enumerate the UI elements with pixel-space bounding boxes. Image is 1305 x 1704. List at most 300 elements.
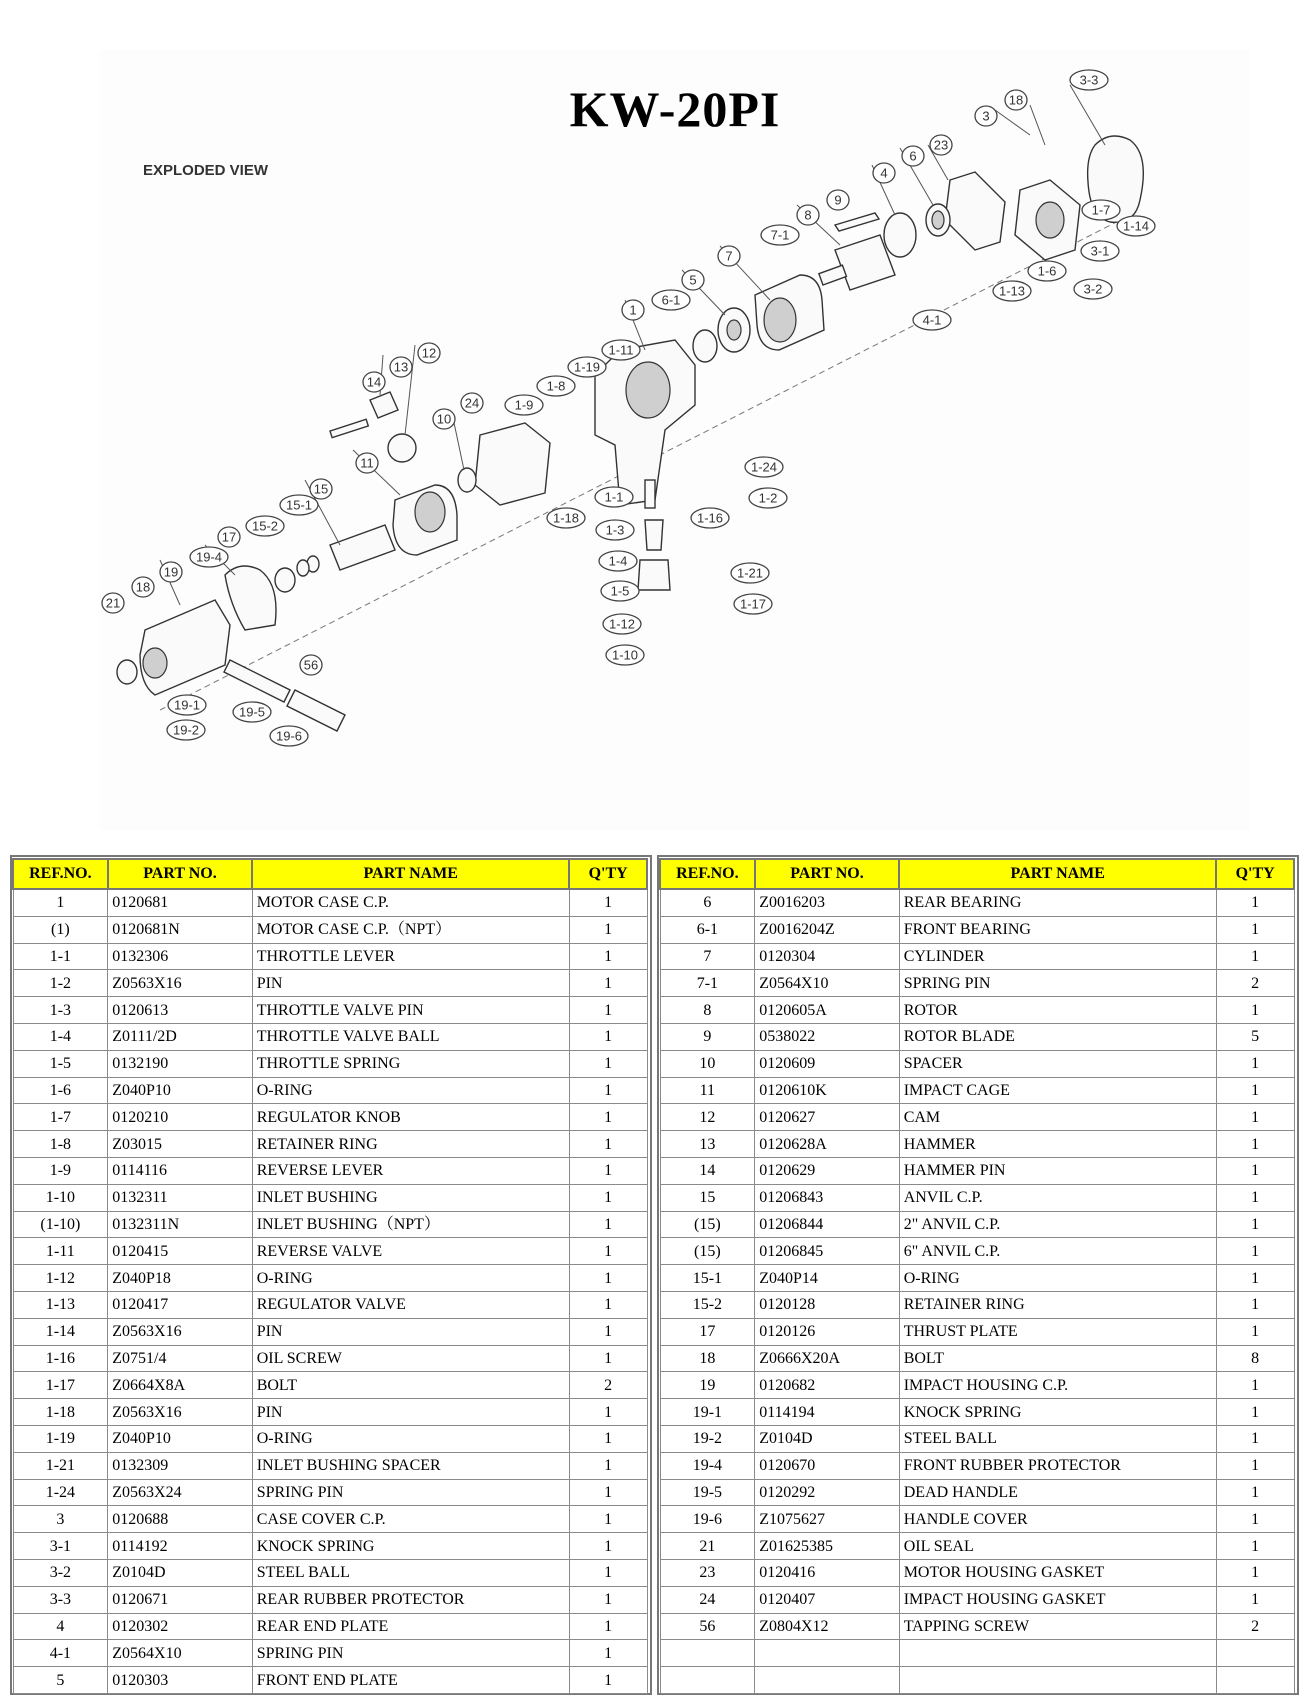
part-no-cell: Z040P10 bbox=[108, 1425, 252, 1452]
part-no-cell: Z03015 bbox=[108, 1131, 252, 1158]
table-row bbox=[13, 970, 647, 997]
part-name-cell: FRONT BEARING bbox=[899, 916, 1216, 943]
callout-1-3 bbox=[596, 520, 634, 540]
part-name-cell: SPACER bbox=[899, 1050, 1216, 1077]
qty-cell: 1 bbox=[1216, 916, 1294, 943]
callout-3-2 bbox=[1074, 279, 1112, 299]
part-name-cell: ANVIL C.P. bbox=[899, 1184, 1216, 1211]
svg-text:24: 24 bbox=[464, 395, 480, 411]
part-name-cell: THRUST PLATE bbox=[899, 1318, 1216, 1345]
callout-1-17 bbox=[734, 594, 772, 614]
part-name-cell: INLET BUSHING（NPT） bbox=[252, 1211, 569, 1238]
part-no-cell: Z0111/2D bbox=[108, 1023, 252, 1050]
callout-15-1 bbox=[280, 495, 318, 515]
qty-cell: 1 bbox=[1216, 1265, 1294, 1292]
ref-no-cell: 3-1 bbox=[13, 1533, 108, 1560]
part-no-cell: 0114116 bbox=[108, 1157, 252, 1184]
table-row bbox=[13, 1184, 647, 1211]
callout-labels bbox=[100, 50, 1250, 830]
part-no-cell: 0132190 bbox=[108, 1050, 252, 1077]
svg-text:3-3: 3-3 bbox=[1079, 72, 1099, 88]
svg-text:56: 56 bbox=[303, 657, 319, 673]
parts-table-left bbox=[12, 858, 648, 1694]
part-no-cell bbox=[755, 1640, 899, 1667]
callout-56 bbox=[300, 655, 322, 675]
qty-cell: 1 bbox=[1216, 1077, 1294, 1104]
qty-cell: 1 bbox=[1216, 1184, 1294, 1211]
part-no-cell: Z1075627 bbox=[755, 1506, 899, 1533]
qty-cell: 1 bbox=[1216, 1452, 1294, 1479]
table-row bbox=[13, 1425, 647, 1452]
ref-no-cell: 6 bbox=[660, 889, 755, 916]
part-no-cell: Z040P14 bbox=[755, 1265, 899, 1292]
table-row bbox=[13, 1077, 647, 1104]
callout-24 bbox=[461, 393, 483, 413]
callout-5 bbox=[682, 270, 704, 290]
part-no-cell: 0132311 bbox=[108, 1184, 252, 1211]
table-header-row bbox=[13, 859, 647, 889]
ref-no-cell: 5 bbox=[13, 1667, 108, 1694]
table-row bbox=[660, 1452, 1294, 1479]
part-name-cell: PIN bbox=[252, 1318, 569, 1345]
callout-1-12 bbox=[603, 614, 641, 634]
qty-cell: 1 bbox=[569, 1506, 647, 1533]
ref-no-cell: 15-2 bbox=[660, 1291, 755, 1318]
table-row bbox=[13, 997, 647, 1024]
callout-3-3 bbox=[1070, 70, 1108, 90]
part-no-cell: 0114194 bbox=[755, 1399, 899, 1426]
part-no-cell: Z0563X16 bbox=[108, 970, 252, 997]
table-row bbox=[13, 1023, 647, 1050]
svg-text:1-9: 1-9 bbox=[514, 397, 534, 413]
part-no-cell: Z0104D bbox=[108, 1559, 252, 1586]
part-name-cell: PIN bbox=[252, 1399, 569, 1426]
table-row bbox=[13, 1291, 647, 1318]
part-name-cell: REAR END PLATE bbox=[252, 1613, 569, 1640]
part-name-cell: CAM bbox=[899, 1104, 1216, 1131]
qty-cell: 1 bbox=[1216, 1425, 1294, 1452]
part-name-cell: CYLINDER bbox=[899, 943, 1216, 970]
part-name-cell: SPRING PIN bbox=[899, 970, 1216, 997]
table-row bbox=[660, 1640, 1294, 1667]
callout-1-9 bbox=[505, 395, 543, 415]
table-row bbox=[660, 1131, 1294, 1158]
table-row bbox=[13, 1667, 647, 1694]
table-row bbox=[660, 1425, 1294, 1452]
table-row bbox=[13, 1050, 647, 1077]
part-no-cell: 01206843 bbox=[755, 1184, 899, 1211]
exploded-view-diagram bbox=[100, 50, 1250, 830]
svg-text:1-3: 1-3 bbox=[605, 522, 625, 538]
qty-cell: 2 bbox=[1216, 970, 1294, 997]
ref-no-cell: 19-1 bbox=[660, 1399, 755, 1426]
part-name-cell: HAMMER bbox=[899, 1131, 1216, 1158]
callout-4-1 bbox=[913, 310, 951, 330]
table-row bbox=[13, 1131, 647, 1158]
table-row bbox=[660, 1023, 1294, 1050]
svg-text:1-17: 1-17 bbox=[739, 596, 767, 612]
svg-text:8: 8 bbox=[804, 207, 812, 223]
table-row bbox=[13, 943, 647, 970]
table-row bbox=[13, 1613, 647, 1640]
callout-14 bbox=[363, 372, 385, 392]
ref-no-cell: 1-6 bbox=[13, 1077, 108, 1104]
callout-1-11 bbox=[602, 340, 640, 360]
ref-no-cell: 1-18 bbox=[13, 1399, 108, 1426]
part-no-cell: 0120416 bbox=[755, 1559, 899, 1586]
callout-1-6 bbox=[1028, 261, 1066, 281]
part-name-cell: THROTTLE VALVE PIN bbox=[252, 997, 569, 1024]
part-name-cell: ROTOR BLADE bbox=[899, 1023, 1216, 1050]
part-name-cell: O-RING bbox=[899, 1265, 1216, 1292]
ref-no-cell: 1-14 bbox=[13, 1318, 108, 1345]
qty-cell: 1 bbox=[569, 1023, 647, 1050]
part-no-cell: 0120613 bbox=[108, 997, 252, 1024]
callout-1-10 bbox=[606, 645, 644, 665]
ref-no-cell: 1-9 bbox=[13, 1157, 108, 1184]
qty-cell: 1 bbox=[1216, 1104, 1294, 1131]
ref-no-cell: 15-1 bbox=[660, 1265, 755, 1292]
part-no-cell: Z0016203 bbox=[755, 889, 899, 916]
ref-no-cell: 17 bbox=[660, 1318, 755, 1345]
table-row bbox=[660, 1667, 1294, 1694]
qty-cell: 1 bbox=[569, 943, 647, 970]
qty-cell: 1 bbox=[569, 997, 647, 1024]
table-row bbox=[13, 1238, 647, 1265]
ref-no-cell: 12 bbox=[660, 1104, 755, 1131]
table-row bbox=[660, 1238, 1294, 1265]
qty-cell: 1 bbox=[569, 970, 647, 997]
part-name-cell: REAR RUBBER PROTECTOR bbox=[252, 1586, 569, 1613]
svg-text:6-1: 6-1 bbox=[661, 292, 681, 308]
qty-cell: 1 bbox=[569, 1104, 647, 1131]
callout-19-4 bbox=[190, 547, 228, 567]
svg-text:23: 23 bbox=[933, 137, 949, 153]
svg-text:12: 12 bbox=[421, 345, 437, 361]
svg-text:18: 18 bbox=[135, 579, 151, 595]
qty-cell: 1 bbox=[1216, 943, 1294, 970]
part-name-cell: THROTTLE VALVE BALL bbox=[252, 1023, 569, 1050]
part-no-cell: 0120407 bbox=[755, 1586, 899, 1613]
ref-no-cell: 15 bbox=[660, 1184, 755, 1211]
qty-cell bbox=[1216, 1640, 1294, 1667]
table-row bbox=[13, 1345, 647, 1372]
ref-no-cell: 1-19 bbox=[13, 1425, 108, 1452]
ref-no-cell: 1-7 bbox=[13, 1104, 108, 1131]
ref-no-cell: 19 bbox=[660, 1372, 755, 1399]
callout-3 bbox=[975, 106, 997, 126]
callout-4 bbox=[873, 163, 895, 183]
part-no-cell: 0132306 bbox=[108, 943, 252, 970]
part-no-cell: Z0563X16 bbox=[108, 1318, 252, 1345]
qty-cell: 1 bbox=[1216, 1559, 1294, 1586]
callout-21 bbox=[102, 593, 124, 613]
svg-text:1-21: 1-21 bbox=[736, 565, 764, 581]
ref-no-cell: 1-11 bbox=[13, 1238, 108, 1265]
ref-no-cell: 18 bbox=[660, 1345, 755, 1372]
svg-text:1-7: 1-7 bbox=[1091, 202, 1111, 218]
ref-no-cell: 4 bbox=[13, 1613, 108, 1640]
part-no-cell: 0120628A bbox=[755, 1131, 899, 1158]
qty-cell: 1 bbox=[1216, 1586, 1294, 1613]
part-no-cell: Z0751/4 bbox=[108, 1345, 252, 1372]
ref-no-cell: 3 bbox=[13, 1506, 108, 1533]
part-name-cell: DEAD HANDLE bbox=[899, 1479, 1216, 1506]
callout-15-2 bbox=[246, 516, 284, 536]
part-no-cell: 0120210 bbox=[108, 1104, 252, 1131]
callout-8 bbox=[797, 205, 819, 225]
svg-text:15-2: 15-2 bbox=[251, 518, 279, 534]
qty-cell: 1 bbox=[569, 1184, 647, 1211]
svg-text:1-13: 1-13 bbox=[998, 283, 1026, 299]
part-no-cell: Z01625385 bbox=[755, 1533, 899, 1560]
svg-text:3: 3 bbox=[982, 108, 990, 124]
qty-cell: 2 bbox=[569, 1372, 647, 1399]
ref-no-cell: 3-2 bbox=[13, 1559, 108, 1586]
table-row bbox=[13, 1211, 647, 1238]
ref-no-cell: 1-12 bbox=[13, 1265, 108, 1292]
part-name-cell: BOLT bbox=[252, 1372, 569, 1399]
svg-text:19-6: 19-6 bbox=[275, 728, 303, 744]
table-row bbox=[660, 970, 1294, 997]
callout-1-14 bbox=[1117, 216, 1155, 236]
part-no-cell: Z0563X24 bbox=[108, 1479, 252, 1506]
ref-no-cell: 1-3 bbox=[13, 997, 108, 1024]
ref-no-cell: 7 bbox=[660, 943, 755, 970]
table-header-row bbox=[660, 859, 1294, 889]
callout-1-7 bbox=[1082, 200, 1120, 220]
part-name-cell: INLET BUSHING SPACER bbox=[252, 1452, 569, 1479]
ref-no-cell: 23 bbox=[660, 1559, 755, 1586]
callout-12 bbox=[418, 343, 440, 363]
callout-3-1 bbox=[1081, 241, 1119, 261]
table-row bbox=[13, 1399, 647, 1426]
ref-no-cell: 19-5 bbox=[660, 1479, 755, 1506]
table-row bbox=[660, 1104, 1294, 1131]
part-name-cell: IMPACT CAGE bbox=[899, 1077, 1216, 1104]
qty-cell: 1 bbox=[569, 1533, 647, 1560]
callout-1-13 bbox=[993, 281, 1031, 301]
table-row bbox=[13, 1104, 647, 1131]
diagram-subtitle: EXPLODED VIEW bbox=[143, 162, 269, 179]
part-name-cell: REGULATOR VALVE bbox=[252, 1291, 569, 1318]
ref-no-header: REF.NO. bbox=[660, 859, 755, 889]
part-no-cell: 0120417 bbox=[108, 1291, 252, 1318]
part-name-cell: KNOCK SPRING bbox=[252, 1533, 569, 1560]
part-no-cell: 01206844 bbox=[755, 1211, 899, 1238]
table-row bbox=[660, 1372, 1294, 1399]
callout-1-4 bbox=[599, 551, 637, 571]
ref-no-cell: (1-10) bbox=[13, 1211, 108, 1238]
part-name-cell: STEEL BALL bbox=[899, 1425, 1216, 1452]
qty-cell: 1 bbox=[569, 1077, 647, 1104]
qty-cell: 1 bbox=[1216, 1506, 1294, 1533]
qty-cell: 1 bbox=[1216, 1238, 1294, 1265]
ref-no-cell: 19-4 bbox=[660, 1452, 755, 1479]
callout-6-1 bbox=[652, 290, 690, 310]
ref-no-header: REF.NO. bbox=[13, 859, 108, 889]
ref-no-cell: 1-4 bbox=[13, 1023, 108, 1050]
ref-no-cell: 1-17 bbox=[13, 1372, 108, 1399]
ref-no-cell: 10 bbox=[660, 1050, 755, 1077]
part-no-header: PART NO. bbox=[755, 859, 899, 889]
part-name-cell: THROTTLE SPRING bbox=[252, 1050, 569, 1077]
callout-19 bbox=[160, 562, 182, 582]
ref-no-cell: 1-10 bbox=[13, 1184, 108, 1211]
qty-cell bbox=[1216, 1667, 1294, 1694]
part-name-cell: TAPPING SCREW bbox=[899, 1613, 1216, 1640]
qty-cell: 1 bbox=[569, 1291, 647, 1318]
svg-text:14: 14 bbox=[366, 374, 382, 390]
part-name-cell: ROTOR bbox=[899, 997, 1216, 1024]
qty-cell: 1 bbox=[569, 1238, 647, 1265]
qty-cell: 1 bbox=[569, 1131, 647, 1158]
part-no-cell: 0120609 bbox=[755, 1050, 899, 1077]
svg-text:7-1: 7-1 bbox=[770, 227, 790, 243]
svg-text:18: 18 bbox=[1008, 92, 1024, 108]
table-row bbox=[660, 1318, 1294, 1345]
ref-no-cell: 8 bbox=[660, 997, 755, 1024]
part-name-cell: FRONT RUBBER PROTECTOR bbox=[899, 1452, 1216, 1479]
ref-no-cell: 56 bbox=[660, 1613, 755, 1640]
ref-no-cell: 4-1 bbox=[13, 1640, 108, 1667]
part-name-cell: MOTOR CASE C.P.（NPT） bbox=[252, 916, 569, 943]
qty-cell: 8 bbox=[1216, 1345, 1294, 1372]
ref-no-cell bbox=[660, 1640, 755, 1667]
part-name-cell: O-RING bbox=[252, 1265, 569, 1292]
qty-cell: 5 bbox=[1216, 1023, 1294, 1050]
table-row bbox=[660, 1157, 1294, 1184]
qty-cell: 1 bbox=[569, 889, 647, 916]
part-no-cell: 0120681N bbox=[108, 916, 252, 943]
ref-no-cell: 9 bbox=[660, 1023, 755, 1050]
svg-text:15: 15 bbox=[313, 481, 329, 497]
table-row bbox=[660, 1345, 1294, 1372]
table-row bbox=[13, 1506, 647, 1533]
qty-cell: 1 bbox=[569, 1265, 647, 1292]
callout-11 bbox=[356, 453, 378, 473]
part-name-cell: O-RING bbox=[252, 1077, 569, 1104]
part-no-cell: 01206845 bbox=[755, 1238, 899, 1265]
qty-cell: 1 bbox=[1216, 1372, 1294, 1399]
ref-no-cell: (15) bbox=[660, 1211, 755, 1238]
part-no-cell: 0120627 bbox=[755, 1104, 899, 1131]
part-no-cell: Z0564X10 bbox=[108, 1640, 252, 1667]
callout-9 bbox=[827, 190, 849, 210]
callout-15 bbox=[310, 479, 332, 499]
part-name-cell: REVERSE VALVE bbox=[252, 1238, 569, 1265]
callout-19-6 bbox=[270, 726, 308, 746]
part-no-cell: Z0563X16 bbox=[108, 1399, 252, 1426]
callout-1-16 bbox=[691, 508, 729, 528]
part-no-cell bbox=[755, 1667, 899, 1694]
part-no-cell: Z0104D bbox=[755, 1425, 899, 1452]
table-row bbox=[660, 1050, 1294, 1077]
part-no-cell: 0120128 bbox=[755, 1291, 899, 1318]
callout-23 bbox=[930, 135, 952, 155]
part-name-cell bbox=[899, 1640, 1216, 1667]
ref-no-cell: 1-13 bbox=[13, 1291, 108, 1318]
table-row bbox=[660, 1184, 1294, 1211]
part-no-cell: 0120688 bbox=[108, 1506, 252, 1533]
table-row bbox=[660, 943, 1294, 970]
svg-text:1-19: 1-19 bbox=[573, 359, 601, 375]
ref-no-cell: 14 bbox=[660, 1157, 755, 1184]
table-row bbox=[13, 1533, 647, 1560]
callout-1-19 bbox=[568, 357, 606, 377]
part-name-cell: 6" ANVIL C.P. bbox=[899, 1238, 1216, 1265]
qty-cell: 1 bbox=[569, 1399, 647, 1426]
table-row bbox=[660, 997, 1294, 1024]
table-row bbox=[13, 1479, 647, 1506]
callout-19-5 bbox=[233, 702, 271, 722]
callout-7 bbox=[718, 246, 740, 266]
table-row bbox=[660, 1265, 1294, 1292]
svg-text:1-14: 1-14 bbox=[1122, 218, 1150, 234]
qty-cell: 1 bbox=[569, 1345, 647, 1372]
part-no-cell: 0120629 bbox=[755, 1157, 899, 1184]
callout-1-18 bbox=[547, 508, 585, 528]
table-row bbox=[13, 916, 647, 943]
qty-header: Q'TY bbox=[569, 859, 647, 889]
qty-cell: 1 bbox=[569, 1318, 647, 1345]
callout-1-1 bbox=[595, 487, 633, 507]
part-no-cell: Z040P10 bbox=[108, 1077, 252, 1104]
svg-text:3-2: 3-2 bbox=[1083, 281, 1103, 297]
qty-cell: 1 bbox=[569, 916, 647, 943]
table-row bbox=[13, 1640, 647, 1667]
table-row bbox=[660, 1586, 1294, 1613]
callout-7-1 bbox=[761, 225, 799, 245]
part-no-cell: Z0564X10 bbox=[755, 970, 899, 997]
callout-1-8 bbox=[537, 376, 575, 396]
table-row bbox=[13, 1586, 647, 1613]
part-name-cell: KNOCK SPRING bbox=[899, 1399, 1216, 1426]
qty-cell: 1 bbox=[1216, 1157, 1294, 1184]
table-row bbox=[660, 1559, 1294, 1586]
part-name-cell: FRONT END PLATE bbox=[252, 1667, 569, 1694]
callout-1 bbox=[622, 300, 644, 320]
svg-text:1-2: 1-2 bbox=[758, 490, 778, 506]
svg-text:10: 10 bbox=[436, 411, 452, 427]
qty-cell: 1 bbox=[1216, 1399, 1294, 1426]
svg-text:1-24: 1-24 bbox=[750, 459, 778, 475]
table-row bbox=[660, 1211, 1294, 1238]
qty-cell: 1 bbox=[569, 1640, 647, 1667]
ref-no-cell: 1-5 bbox=[13, 1050, 108, 1077]
ref-no-cell: 6-1 bbox=[660, 916, 755, 943]
part-no-cell: 0120304 bbox=[755, 943, 899, 970]
qty-cell: 1 bbox=[569, 1157, 647, 1184]
svg-text:1-5: 1-5 bbox=[610, 583, 630, 599]
part-name-cell: SPRING PIN bbox=[252, 1640, 569, 1667]
svg-text:17: 17 bbox=[221, 529, 237, 545]
part-name-cell: CASE COVER C.P. bbox=[252, 1506, 569, 1533]
part-name-cell bbox=[899, 1667, 1216, 1694]
callout-1-21 bbox=[731, 563, 769, 583]
table-row bbox=[13, 1372, 647, 1399]
qty-cell: 1 bbox=[569, 1559, 647, 1586]
qty-cell: 2 bbox=[1216, 1613, 1294, 1640]
svg-text:1-16: 1-16 bbox=[696, 510, 724, 526]
qty-cell: 1 bbox=[569, 1452, 647, 1479]
table-row bbox=[660, 1533, 1294, 1560]
svg-text:3-1: 3-1 bbox=[1090, 243, 1110, 259]
svg-text:4: 4 bbox=[880, 165, 888, 181]
ref-no-cell: 1-1 bbox=[13, 943, 108, 970]
svg-text:11: 11 bbox=[360, 455, 374, 471]
part-no-cell: 0120302 bbox=[108, 1613, 252, 1640]
